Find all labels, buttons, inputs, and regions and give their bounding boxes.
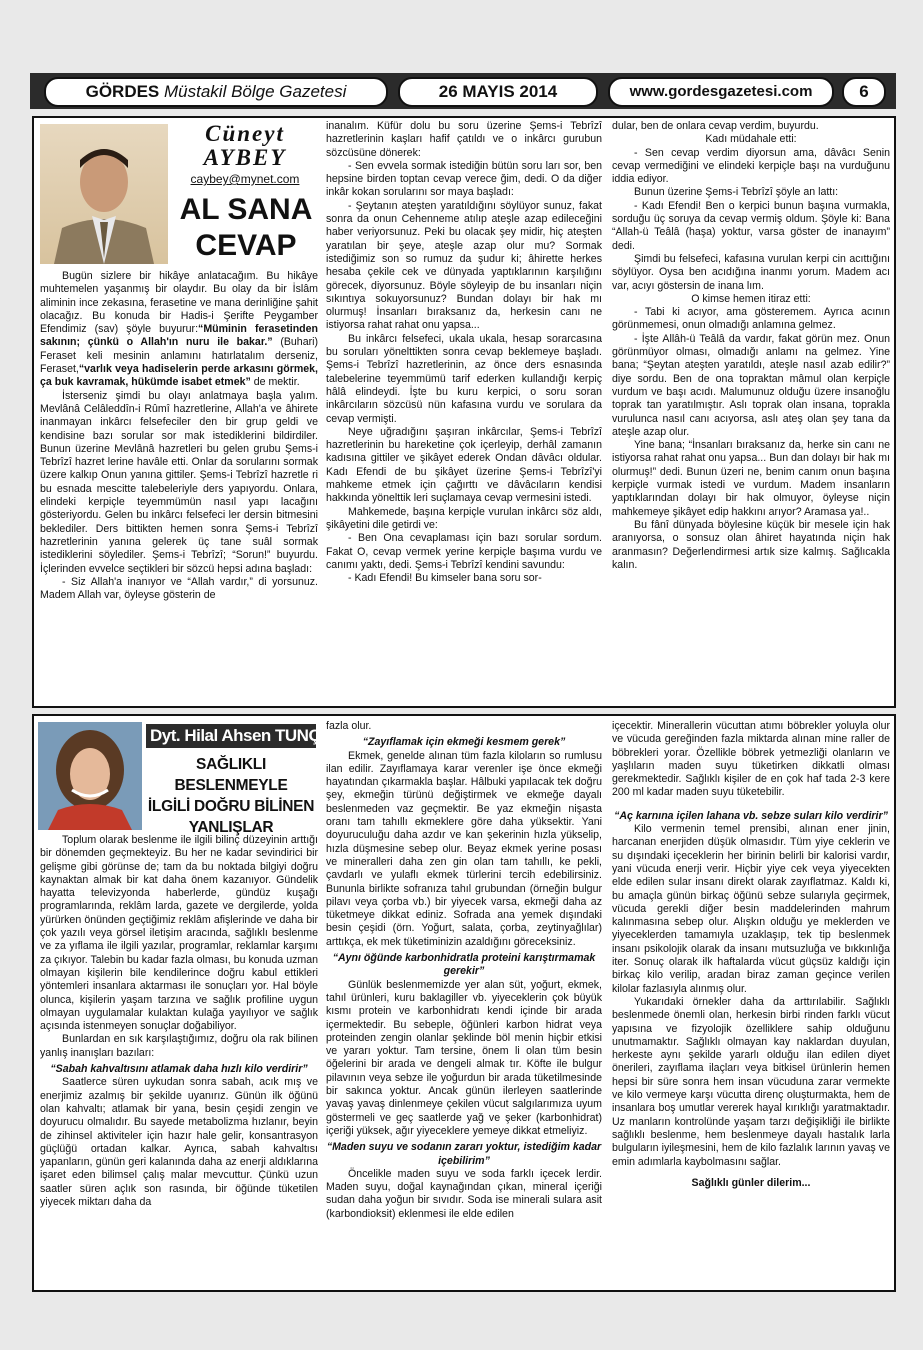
article2-column-1 (40, 834, 318, 1288)
paragraph: - Sen evvela sormak istediğin bütün soru ları sor, ben hepsine birden toptan cevap verece ğim, dedi. O da diğer inkâr kokan sorularını sor maya başladı: (326, 159, 602, 199)
author-byline (170, 122, 320, 186)
paragraph: Toplum olarak beslenme ile ilgili bilinç düzeyinin arttığı bir dönemden geçmekteyiz. Bu her ne kadar sevindirici bir gelişme gibi görünse de; tam da bu noktada bilgiyi doğru kaynaktan almak bir kat daha önem kazanıyor. Gündelik hayatta televizyonda haberlerde, gündüz kuşağı programlarında, reklâm larda, gazete ve dergilerde, yolda yürürken önünden geçtiğimiz reklâm afişlerinde ve daha bir çok yazılı veya görsel iletişim aracında, sağlıklı beslenme ve za yıflama ile ilgili yazılar, programlar, reklamlar karşımı za çıkıyor. Talebin bu kadar fazla olması, bu konuda uzman olmayan kişilerin bile kendilerince doğru kabul ettikleri yöntemleri insanlara aktarması ile sonuçları yor. Hal böyle olunca, kişilerin yaşam tarzına ve sağlık profiline uygun olmayan uygulamalar kulaktan kulağa yayılıyor ve sağlık açısında istenmeyen sonuçlar doğabiliyor. (40, 834, 318, 1033)
article-al-sana-cevap (32, 116, 896, 708)
paragraph: Ekmek, genelde alınan tüm fazla kiloların so rumlusu ilan edilir. Zayıflamaya karar verenler işe önce ekmeği hayatından çıkarmakla başlar. Hâlbuki yapılacak tek doğru şey, ekmeğin türünü değiştirmek ve ekmeğe dayalı beslenmeden vaz geçmektir. Be yaz ekmeğin nişasta oranı tam tahıllı ekmeklere göre daha yüksektir. Yani doyuruculuğu daha azdır ve kan şekerinin hızla yükselip, hızla düşmesine sebep olur. Beyaz ekmek yerine posası ve mineralleri daha zen gin olan tam tahıllı, ke pekli, çavdarlı ve yulaflı ekmek türlerini tercih edebilirsiniz. Bununla birlikte sofranıza tahıl grubundan (örneğin bulgur pilavı veya çorba vb.) bir yiyecek varsa, ekmeği daha az tüketmeye dikkat ediniz. Sofrada ana yemek dışındaki besin çeşidi (örn. Yoğurt, salata, çorba, zeytinyağlılar) arttıkça, ek mek tüketiminizin azaldığını göreceksiniz. (326, 749, 602, 948)
article1-column-1 (40, 270, 318, 704)
title-line-2: İLGİLİ DOĞRU BİLİNEN (147, 798, 315, 815)
paragraph: içecektir. Minerallerin vücuttan atımı böbrekler yoluyla olur ve vücuda gereğinden fazla miktarda alınan mine raller de böbrekleri yorar. Özellikle böbrek yetmezliği olanların ve yaşlıların maden suyu tüketirken dikkatli olması gerekmektedir. Sağlıklı kişiler de en çok haf tada 2-3 kere 200 ml kadar maden suyu tüketebilir. (612, 720, 890, 799)
paragraph: - Siz Allah'a inanıyor ve “Allah vardır,” di yorsunuz. Madem Allah var, öyleyse gösterin de (40, 575, 318, 602)
article-title (146, 754, 316, 838)
paragraph: Bu fânî dünyada böylesine küçük bir mesele için hak aranıyorsa, o sonsuz olan âhiret hayatında niçin hak aranmasın? Değerlendirmesi artık size kalmış. Sağlıcakla kalın. (612, 518, 890, 571)
title-line-3: YANLIŞLAR (188, 819, 274, 836)
closing-line: Sağlıklı günler dilerim... (691, 1176, 811, 1189)
author-email[interactable]: caybey@mynet.com (190, 172, 300, 186)
paragraph: - Sen cevap verdim diyorsun ama, dâvâcı Senin cevap vermediğini ve elindeki kerpiçle başı na vurduğunu iddia ediyor. (612, 146, 890, 186)
paragraph: Saatlerce süren uykudan sonra sabah, acık mış ve enerjimiz azalmış bir şekilde uyanırız. Günün ilk öğünü olan kahvaltı; atlamak bir yana, besin çeşidi zengin ve doyurucu olmalıdır. Bu sayede metabolizma hızlanır, beyin de zihinsel aktiviteler için hazır hale gelir, konsantrasyon güçlüğü ortadan kalkar. Ayrıca, sabah kahvaltısı yapanların, günün geri kalanında daha az enerji aldıklarına işaret eden bilimsel çalış malar mevcuttur. Çünkü uzun saatler süren açlık son rasında, bir öğünde tüketilen yiyecek miktarı daha da (40, 1076, 318, 1209)
subheading: “Aynı öğünde karbonhidratla proteini karıştırmamak gerekir” (332, 952, 596, 978)
author-photo (40, 124, 168, 264)
subheading: “Maden suyu ve sodanın zararı yoktur, istediğim kadar içebilirim” (326, 1141, 602, 1167)
paragraph: İsterseniz şimdi bu olayı anlatmaya başla yalım. Mevlânâ Celâleddîn-i Rûmî hazretlerine, Allah'a ve âhirete inanmayan inkârcı felsefeciler den bir grup geldi ve kendisine bazı sorular sor mak istediklerini bildirdiler. Bunun üzerine Mevlânâ hazretleri bu gelen grubu Şems-i Tebrîzî hazret lerine havâle etti. Onlar da sorularını sormak üzere kalkıp Onun yanına gittiler. Şems-i Tebrîzî hazretle ri bu esnada mescitte talebeleriyle ders yapıyordu. Onlara, elindeki kerpiçle teyemmümün nasıl yapı lacağını gösteriyordu. Gelen bu inkârcı felsefeci ler dersin bitmesini beklediler. Ders bittikten hemen sonra Şems-i Tebrîzî hazretlerinin yanına gelerek üç tane suâl sormak istediklerini söylediler. Şems-i Tebrîzî; “Sorun!” buyurdu. İçlerinden evvelce seçtikleri bir sözcü hepsi adına başladı: (40, 389, 318, 575)
issue-date: 26 MAYIS 2014 (398, 77, 598, 107)
author-byline (146, 724, 342, 838)
paragraph: - Ben Ona cevaplaması için bazı sorular sordum. Fakat O, cevap vermek yerine kerpiçle başıma vurdu ve canımı yaktı, dedi. Şems-i Tebrîzî kendini savundu: (326, 532, 602, 571)
paragraph: Bunun üzerine Şems-i Tebrîzî şöyle an lattı: (634, 186, 839, 199)
paragraph: dular, ben de onlara cevap verdim, buyurdu. (612, 120, 819, 132)
paragraph: Bugün sizlere bir hikâye anlatacağım. Bu hikâye muhtemelen yaşanmış bir olaydır. Bu olay da bir İslâm aliminin ince zekasına, ferasetine ve mana derinliğine şahit olacağız. Bu konuda bir Hadis-i Şerifte Peygamber Efendimiz (sav) şöyle buyurur:“Müminin ferasetinden sakının; çünkü o Allah'ın nuru ile bakar.” (Buhari) Feraset keli mesinin anlamını hatırlatalım derseniz, Feraset,“varlık veya hadiselerin perde arkasını görmek, ça buk kavramak, hükümde isabet etmek” de mektir. (40, 270, 318, 389)
paper-subtitle: Müstakil Bölge Gazetesi (164, 82, 347, 101)
title-line-1: AL SANA (179, 193, 313, 226)
paragraph: Bunlardan en sık karşılaştığımız, doğru ola rak bilinen yanlış inanışları bazıları: (40, 1033, 318, 1059)
paragraph: - Şeytanın ateşten yaratıldığını söylüyor sunuz, fakat sonra da onun Cehenneme atılıp ateşle azap edileceğini haber veriyorsunuz. Peki bu olacak şey midir, hiç ateşten yaratılan bir şeye, ateşle azap olur mu? Sormak istediğimiz son so rumuz da şudur ki; âhirette herkes hesaba çekile cek ve dünyada yaptıklarının karşılığını görecek, diyorsunuz. Böyle söyleyip de bu insanları niçin sıkıntıya sokuyorsunuz? Bundan dolayı bir hak mı olurmuş! İnsanları bıraksanız da, herkesin canı ne istiyorsa rahat rahat onu yapsa... (326, 199, 602, 332)
article2-column-3 (612, 720, 890, 1288)
article-saglikli-beslenme (32, 714, 896, 1292)
website-link[interactable]: www.gordesgazetesi.com (608, 77, 834, 107)
paragraph: - Kadı Efendi! Bu kimseler bana soru sor- (348, 572, 542, 585)
paragraph: - Tabi ki acıyor, ama gösteremem. Ayrıca acının görünmemesi, onun olmadığı anlamına gelmez. (612, 306, 890, 332)
paragraph: inanalım. Küfür dolu bu soru üzerine Şems-i Tebrîzî hazretlerinin kaşları hafif çatıldı ve o inkârcı gurubun sözcüsüne dönerek: (326, 120, 602, 159)
subheading: “Aç karnına içilen lahana vb. sebze suları kilo verdirir” (614, 809, 888, 822)
paragraph: Bu inkârcı felsefeci, ukala ukala, hesap sorarcasına bu soruları yönelttikten sonra cevap beklemeye başladı. Şems-i Tebrîzî hazretlerinin, az önce ders esnasında talebelerine teyemmümü tarif ederken kullandığı kerpiç hâlâ elindeydi. İşte bu kuru kerpici, o soru soran inkârcıların sözcüsü nün kafasına vurdu ve sorulara da cevap vermişti. (326, 332, 602, 425)
paragraph: Kadı müdahale etti: (705, 133, 797, 146)
author-first-name: Cüneyt (205, 121, 285, 146)
paragraph: - Kadı Efendi! Ben o kerpici bunun başına vurmakla, sorduğu üç soruya da cevap vermiş oldum. Şöyle ki: Bana “Allah-ü Teâlâ (haşa) yoktur, varsa göster de inanayım” dedi. (612, 199, 890, 252)
article-title (168, 192, 324, 264)
subheading: “Zayıflamak için ekmeği kesmem gerek” (362, 736, 566, 749)
paragraph: fazla olur. (326, 720, 372, 732)
article1-column-3 (612, 120, 890, 704)
paragraph: - İşte Allâh-ü Teâlâ da vardır, fakat görün mez. Onun görünmüyor olması, olmadığı anlamı na gelmez. Yine bana; “Şeytan ateşten yaratıldı, ateşle nasıl azab edilir?” diye sordu. Ben de ona topraktan mâmul olan kerpiçle vurdum ve başı acıdı. Malumunuz olduğu üzere insanoğlu toprak tan yaratılmıştır. Aslı toprak olan insana, toprakla vurulunca nasıl canı acıyorsa, aslı ateş olan şey tana da ateşle azap olur. (612, 332, 890, 438)
paragraph: Mahkemede, başına kerpiçle vurulan inkârcı söz aldı, şikâyetini dile getirdi ve: (326, 505, 602, 531)
paragraph: O kimse hemen itiraz etti: (691, 292, 811, 305)
masthead-bar (30, 73, 896, 109)
article1-column-2 (326, 120, 602, 704)
paragraph: Yine bana; “İnsanları bıraksanız da, herke sin canı ne istiyorsa rahat rahat onu yapsa... Bun dan dolayı bir hak mı olurmuş!” dedi. Bunun üzeri ne, benim canım onun başına kerpiçle vurmak istedi ve vurdum. Madem insanların yaptıklarından dolayı bir hak olmuyor, öyleyse niçin mahkemeye şikâyet edip hakkını arıyor? Aramasa ya!.. (612, 439, 890, 518)
subheading: “Sabah kahvaltısını atlamak daha hızlı kilo verdirir” (50, 1063, 308, 1076)
paper-name-box (44, 77, 388, 107)
title-line-2: CEVAP (195, 229, 297, 262)
paragraph: Şimdi bu felsefeci, kafasına vurulan kerpi cin acıttığını söylüyor. Oysa ben acıdığına inanmı yorum. Madem acı var, acıyı göstersin de inana lım. (612, 252, 890, 292)
author-name: Dyt. Hilal Ahsen TUNÇAY (146, 724, 316, 748)
paragraph: Kilo vermenin temel prensibi, alınan ener jinin, harcanan enerjiden düşük olmasıdır. Tüm yiye ceklerin ve su dışındaki içeceklerin her birinin belirli bir kalorisi vardır, yani vücuda enerji verir. Hiçbir yiye cek veya yiyecekten elde edilen sular insanı direkt olarak zayıflatmaz. Kaldı ki, bu amaçla günün birkaç öğünü sebze sularıyla geçirmek, vücuda gerekli diğer besin maddelerinden mahrum kalınmasına sebep olur. Alışkın olduğu ye meklerden ve yiyeceklerden tamamıyla uzaklaşıp, tek tip beslenmek insanı psikolojik olarak da insanı mutsuzluğa ve bıkkınlığa iter. Sonuç olarak ilk haftalarda vücut güçsüz kaldığı için birkaç kilo verilip, aradan biraz zaman geçince verilen kilolar fazlasıyla alınmış olur. (612, 823, 890, 995)
page-number: 6 (842, 77, 886, 107)
author-photo (38, 722, 142, 830)
paper-name: GÖRDES (85, 82, 160, 101)
author-last-name: AYBEY (203, 145, 287, 170)
title-line-1: SAĞLIKLI BESLENMEYLE (174, 756, 288, 794)
paragraph: Neye uğradığını şaşıran inkârcılar, Şems-i Tebrîzî hazretlerinin bu hareketine çok içerleyip, derhâl zamanın kadısına gittiler ve şikâyet ederek Ondan dâvâcı oldular. Kadı Efendi de bu şikâyet üzerine Şems-i Tebrîzî'yi mahkeme etmek için çağırttı ve dâvâcıların kendisi hakkında yönelttik leri suçlamaya cevap vermesini istedi. (326, 425, 602, 505)
paragraph: Öncelikle maden suyu ve soda farklı içecek lerdir. Maden suyu, doğal kaynağından çıkan, mineral içeriği sudan daha yoğun bir sıvıdır. Soda ise minerali sulara asit (karbondioksit) eklenmesi ile elde edilen (326, 1167, 602, 1220)
paragraph: Yukarıdaki örnekler daha da arttırılabilir. Sağlıklı beslenmede önemli olan, herkesin birbi rinden farklı vücut yapısına ve fizyolojik özelliklere sahip olduğunu unutmamaktır. Sağlıklı olmayan kay naklardan duyulan, herkeste aynı şekilde yararlı olduğu ilan edilen diyet önerileri, zayıflama ilaçları veya bitkisel ürünlerin hemen hepsi bir süre sonra hem insan vücuduna zarar vermekte ve kilo vermeye karşı vücutta direnç oluşturmakta, hem de insanlara boş umutlar vererek hayal kırıklığı yaratmaktadır. Uz manların kontrolünde yaşam tarzı değişikliği ile birlikte sağlıklı beslenme, hem beslenmeye dayalı hastalık larla bulguların iyileşmesini, hem de kilo fazlalık larının yavaş ve emin adımlarla kaybolmasını sağlar. (612, 995, 890, 1168)
article2-column-2 (326, 720, 602, 1288)
paragraph: Günlük beslenmemizde yer alan süt, yoğurt, ekmek, tahıl ürünleri, kuru baklagiller vb. yiyeceklerin çok büyük kısmı protein ve karbonhidratı kendi içinde bir arada içermektedir. Bu sebeple, öğünleri karbon hidrat veya proteinden zengin olanlar şeklinde böl menin hiçbir etkisi ve yararı yoktur. Tam tersine, önem li olan tüm besin öğelerini bir arada ve dengeli almak tır. Köfte ile bulgur pilavının veya sebze ile yoğurdun bir arada tüketilmesinde bir sakınca yoktur. Ancak günün ilerleyen saatlerinde yavaş yavaş dinlenmeye çekilen vücut salgılarımıza uyum göstermeli ve geç saatlerde yağ ve şeker (karbonhidrat) içeriği yüksek, ağır yiyeceklere yemeye dikkat etmeliyiz. (326, 978, 602, 1137)
